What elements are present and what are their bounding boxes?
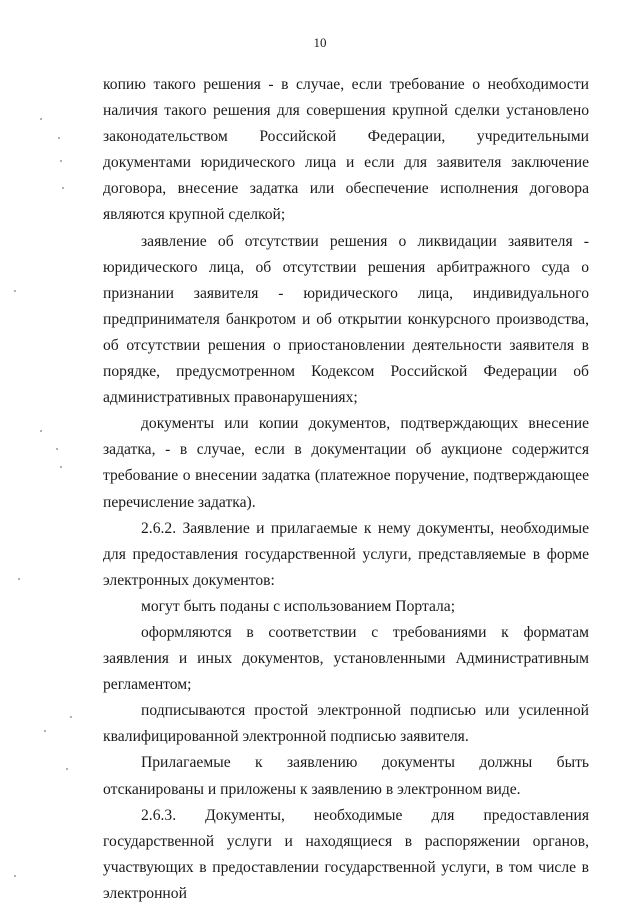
page-number: 10	[313, 35, 327, 50]
body-text	[103, 72, 589, 907]
scan-speck	[58, 137, 60, 139]
paragraph-deposit-documents: документы или копии документов, подтверждающих внесение задатка, - в случае, если в документации об аукционе содержится требование о внесении задатка (платежное поручение, подтверждающее перечисление задатка).	[103, 415, 589, 511]
paragraph-format-requirements: оформляются в соответствии с требованиями к форматам заявления и иных документов, установленными Административным регламентом;	[103, 623, 589, 694]
scan-speck	[44, 730, 46, 732]
scan-speck	[40, 430, 42, 432]
scan-speck	[14, 875, 16, 877]
scan-speck	[14, 290, 16, 292]
scan-speck	[66, 768, 68, 770]
paragraph-electronic-signature: подписываются простой электронной подписью или усиленной квалифицированной электронной подписью заявителя.	[103, 702, 589, 746]
scan-speck	[40, 118, 42, 120]
paragraph-section-2-6-2: 2.6.2. Заявление и прилагаемые к нему документы, необходимые для предоставления государственной услуги, представляемые в форме электронных документов:	[103, 519, 589, 589]
scan-speck	[60, 466, 62, 468]
paragraph-decision-copy: копию такого решения - в случае, если требование о необходимости наличия такого решения для совершения крупной сделки установлено законодательством Российской Федерации, учредительными документами юридического лица и если для заявителя заключение договора, внесение задатка или обеспечение исполнения договора являются крупной сделкой;	[103, 76, 589, 224]
scan-speck	[62, 187, 64, 189]
paragraph-section-2-6-3: 2.6.3. Документы, необходимые для предоставления государственной услуги и находящиеся в распоряжении органов, участвующих в предоставлении государственной услуги, в том числе в электронной	[103, 806, 589, 902]
paragraph-scanned-attachments: Прилагаемые к заявлению документы должны быть отсканированы и приложены к заявлению в электронном виде.	[103, 754, 589, 798]
scan-speck	[70, 716, 72, 718]
scan-speck	[56, 448, 58, 450]
scan-speck	[60, 160, 62, 162]
paragraph-portal-submission: могут быть поданы с использованием Портала;	[141, 597, 456, 615]
scan-speck	[18, 578, 20, 580]
paragraph-liquidation-statement: заявление об отсутствии решения о ликвидации заявителя - юридического лица, об отсутствии решения арбитражного суда о признании заявителя - юридического лица, индивидуального предпринимателя банкротом и об открытии конкурсного производства, об отсутствии решения о приостановлении деятельности заявителя в порядке, предусмотренном Кодексом Российской Федерации об административных правонарушениях;	[103, 232, 589, 407]
